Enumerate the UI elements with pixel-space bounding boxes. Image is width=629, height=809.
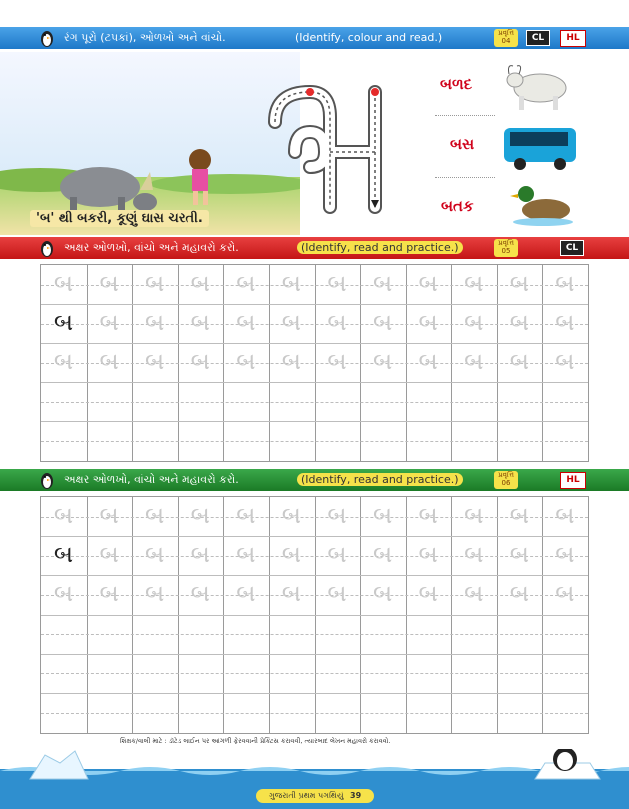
section1-instruction: રંગ પૂરો (ટપકાં), ઓળખો અને વાંચો.: [64, 31, 226, 44]
trace-letter: બ: [190, 269, 210, 297]
activity-badge: પ્રવૃત્તિ 05: [494, 239, 518, 257]
hl-badge: HL: [560, 472, 586, 489]
illustration-panel: [0, 52, 629, 235]
section3-instruction: અક્ષર ઓળખો, વાંચો અને મહાવરો કરો.: [64, 473, 239, 486]
trace-letter: બ: [145, 308, 165, 336]
grid-row-line: [41, 382, 588, 383]
trace-letter: બ: [372, 269, 393, 297]
trace-letter: બ: [281, 347, 302, 375]
book-title: ગુજરાતી પ્રથમ પગથિયું: [268, 791, 344, 800]
trace-letter: બ: [555, 579, 575, 608]
grid-row-line: [41, 693, 588, 694]
trace-letter: બ: [327, 579, 347, 608]
penguin-icon: [40, 29, 54, 47]
caption: 'બ' થી બકરી, કૂણું ઘાસ ચરતી.: [30, 210, 209, 227]
section3-banner: [0, 469, 629, 491]
page-number: 39: [350, 791, 362, 800]
trace-letter: બ: [555, 308, 575, 336]
word-bus: બસ: [450, 135, 475, 153]
grid-row-line: [41, 304, 588, 305]
trace-letter: બ: [509, 579, 529, 608]
trace-letter: બ: [281, 501, 302, 529]
trace-letter: બ: [145, 347, 165, 375]
page-footer-label: [256, 789, 374, 803]
trace-letter: બ: [281, 308, 302, 336]
trace-letter: બ: [190, 579, 210, 608]
trace-letter: બ: [53, 347, 74, 375]
trace-letter: બ: [418, 269, 438, 297]
trace-letter: બ: [145, 501, 165, 529]
penguin-icon: [40, 239, 54, 257]
grid-row-line: [41, 713, 588, 714]
trace-letter: બ: [236, 540, 256, 569]
cl-badge: CL: [526, 30, 550, 46]
grid-row-line: [41, 536, 588, 537]
word-divider: [435, 115, 495, 116]
word-ox: બળદ: [440, 75, 473, 93]
section1-instruction-en: (Identify, colour and read.): [295, 31, 443, 44]
trace-letter: બ: [464, 501, 484, 529]
trace-letter: બ: [418, 579, 438, 608]
trace-letter: બ: [281, 579, 302, 608]
trace-letter: બ: [99, 579, 119, 608]
trace-letter: બ: [327, 347, 347, 375]
grid-row-line: [41, 634, 588, 635]
trace-letter: બ: [464, 347, 484, 375]
practice-grid-2: [40, 496, 589, 734]
teacher-note: શિક્ષક/વાલી માટે : ડૉટેડ લાઈન પર આંગળી ફેરવવાની પ્રેક્ટિસ કરાવવી, ત્યારબાદ લેખન મહાવરો કરાવવો.: [120, 737, 391, 745]
word-duck: બતક: [441, 197, 474, 215]
trace-letter: બ: [509, 347, 529, 375]
trace-letter: બ: [372, 540, 393, 569]
trace-letter: બ: [464, 269, 484, 297]
section2-instruction-en: (Identify, read and practice.): [297, 241, 463, 254]
trace-letter: બ: [236, 347, 256, 375]
trace-letter: બ: [464, 308, 484, 336]
trace-letter: બ: [372, 501, 393, 529]
trace-letter: બ: [236, 501, 256, 529]
grid-row-line: [41, 343, 588, 344]
trace-letter: બ: [53, 579, 74, 608]
activity-badge: પ્રવૃત્તિ 04: [494, 29, 518, 47]
trace-letter: બ: [190, 540, 210, 569]
trace-letter: બ: [99, 269, 119, 297]
trace-letter: બ: [418, 540, 438, 569]
trace-letter: બ: [555, 501, 575, 529]
letter-tracing-guide: [255, 82, 395, 222]
trace-letter: બ: [53, 501, 74, 529]
trace-letter: બ: [190, 308, 210, 336]
activity-badge: પ્રવૃત્તિ 06: [494, 471, 518, 489]
trace-letter: બ: [418, 308, 438, 336]
trace-letter: બ: [236, 579, 256, 608]
section3-instruction-en: (Identify, read and practice.): [297, 473, 463, 486]
trace-letter: બ: [190, 347, 210, 375]
trace-letter: બ: [464, 579, 484, 608]
trace-letter: બ: [418, 501, 438, 529]
section2-instruction: અક્ષર ઓળખો, વાંચો અને મહાવરો કરો.: [64, 241, 239, 254]
word-divider: [435, 177, 495, 178]
section2-banner: [0, 237, 629, 259]
duck-illustration: [508, 178, 578, 228]
hl-badge: HL: [560, 30, 586, 47]
trace-letter: બ: [509, 540, 529, 569]
trace-letter: બ: [464, 540, 484, 569]
grid-row-line: [41, 441, 588, 442]
trace-letter: બ: [281, 269, 302, 297]
trace-letter: બ: [509, 501, 529, 529]
trace-letter: બ: [281, 540, 302, 569]
ox-illustration: [505, 60, 575, 110]
grid-row-line: [41, 575, 588, 576]
trace-letter: બ: [190, 501, 210, 529]
trace-letter: બ: [145, 540, 165, 569]
penguin-icon: [40, 471, 54, 489]
trace-letter: બ: [53, 269, 74, 297]
trace-letter: બ: [327, 501, 347, 529]
trace-letter: બ: [509, 308, 529, 336]
grid-row-line: [41, 402, 588, 403]
trace-letter: બ: [372, 347, 393, 375]
grid-row-line: [41, 421, 588, 422]
practice-grid-1: [40, 264, 589, 462]
trace-letter: બ: [555, 347, 575, 375]
trace-letter: બ: [555, 540, 575, 569]
trace-letter: બ: [327, 308, 347, 336]
trace-letter: બ: [509, 269, 529, 297]
trace-letter: બ: [145, 269, 165, 297]
grid-row-line: [41, 615, 588, 616]
grid-row-line: [41, 673, 588, 674]
trace-letter: બ: [236, 269, 256, 297]
trace-letter: બ: [53, 540, 74, 569]
trace-letter: બ: [99, 501, 119, 529]
trace-letter: બ: [418, 347, 438, 375]
trace-letter: બ: [555, 269, 575, 297]
trace-letter: બ: [372, 308, 393, 336]
bus-illustration: [500, 122, 580, 172]
trace-letter: બ: [327, 269, 347, 297]
trace-letter: બ: [372, 579, 393, 608]
grid-row-line: [41, 654, 588, 655]
section1-banner: [0, 27, 629, 49]
cl-badge: CL: [560, 240, 584, 256]
trace-letter: બ: [99, 540, 119, 569]
trace-letter: બ: [99, 308, 119, 336]
trace-letter: બ: [236, 308, 256, 336]
trace-letter: બ: [99, 347, 119, 375]
trace-letter: બ: [145, 579, 165, 608]
trace-letter: બ: [327, 540, 347, 569]
trace-letter: બ: [53, 308, 74, 336]
